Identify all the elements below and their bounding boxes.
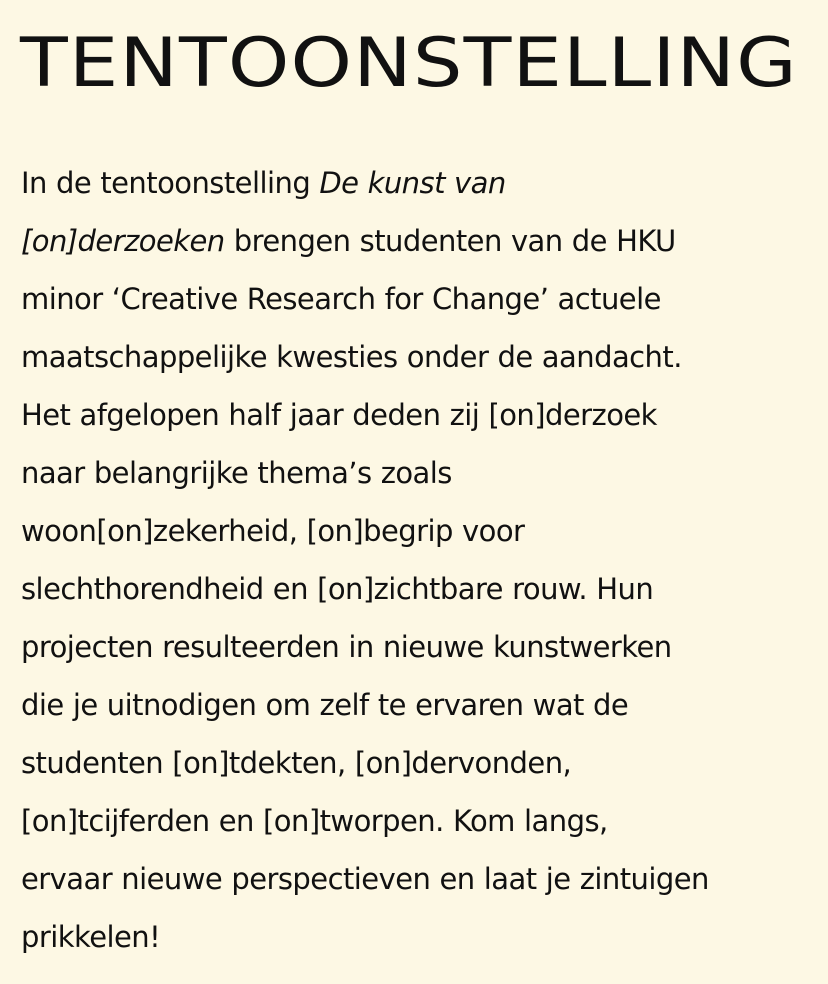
text-segment: ervaar nieuwe perspectieven en laat je zintuigen (21, 862, 709, 896)
text-line (21, 386, 821, 444)
exhibition-description (21, 154, 821, 966)
text-line (21, 734, 821, 792)
emphasized-text: De kunst van (319, 166, 506, 200)
text-segment: projecten resulteerden in nieuwe kunstwerken (21, 630, 672, 664)
text-segment: In de tentoonstelling (21, 166, 320, 200)
text-line (21, 154, 821, 212)
text-segment: [on]tcijferden en [on]tworpen. Kom langs, (21, 804, 608, 838)
text-line (21, 850, 821, 908)
emphasized-text: [on]derzoeken (21, 224, 225, 258)
text-line (21, 270, 821, 328)
page-title: TENTOONSTELLING (20, 24, 798, 103)
text-segment: minor ‘Creative Research for Change’ actuele (21, 282, 661, 316)
text-segment: naar belangrijke thema’s zoals (21, 456, 452, 490)
text-line (21, 212, 821, 270)
text-line (21, 618, 821, 676)
text-line (21, 908, 821, 966)
text-segment: die je uitnodigen om zelf te ervaren wat de (21, 688, 629, 722)
text-segment: brengen studenten van de HKU (224, 224, 676, 258)
text-line (21, 560, 821, 618)
text-line (21, 444, 821, 502)
text-segment: Het afgelopen half jaar deden zij [on]derzoek (21, 398, 657, 432)
text-segment: studenten [on]tdekten, [on]dervonden, (21, 746, 572, 780)
text-line (21, 502, 821, 560)
text-segment: prikkelen! (21, 920, 161, 954)
text-line (21, 328, 821, 386)
text-line (21, 676, 821, 734)
text-segment: woon[on]zekerheid, [on]begrip voor (21, 514, 525, 548)
text-segment: slechthorendheid en [on]zichtbare rouw. Hun (21, 572, 654, 606)
text-segment: maatschappelijke kwesties onder de aandacht. (21, 340, 682, 374)
text-line (21, 792, 821, 850)
